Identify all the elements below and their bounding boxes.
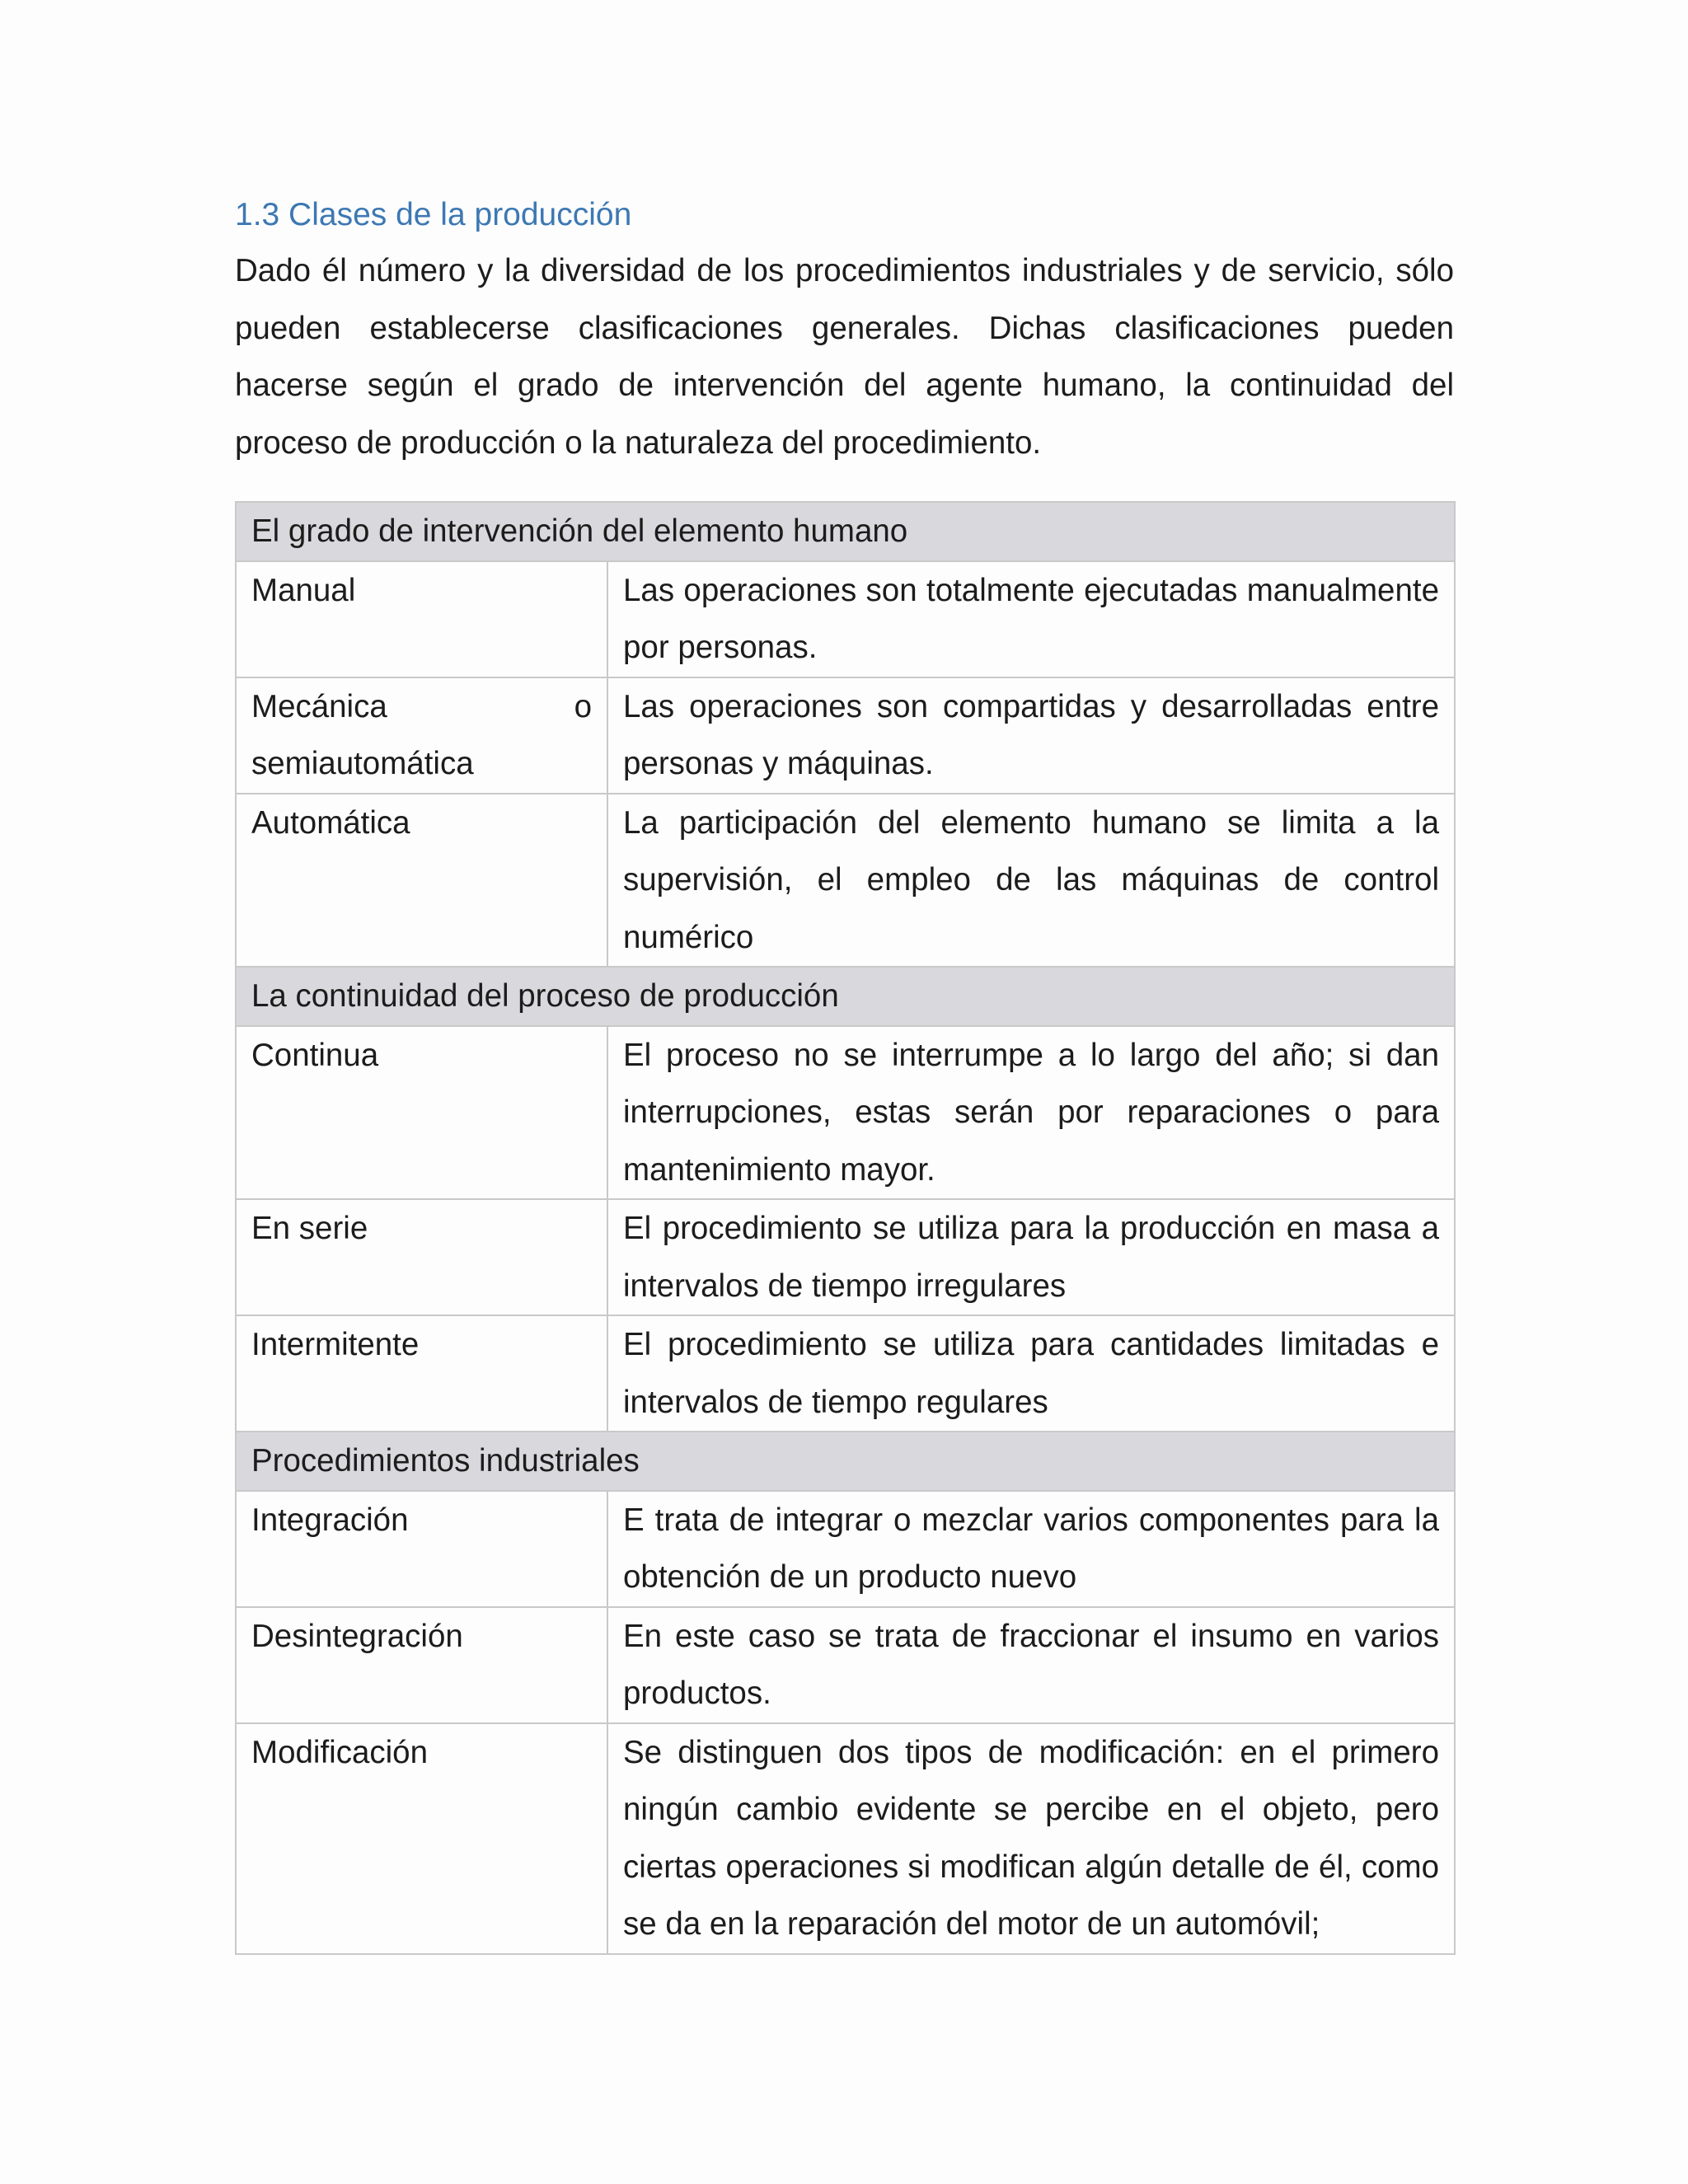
description-cell: Las operaciones son totalmente ejecutadas manualmente por personas.: [607, 561, 1455, 677]
term-cell: Automática: [236, 794, 607, 968]
description-cell: El proceso no se interrumpe a lo largo del año; si dan interrupciones, estas serán por reparaciones o para mantenimiento mayor.: [607, 1026, 1455, 1200]
term-cell: Integración: [236, 1491, 607, 1607]
description-cell: E trata de integrar o mezclar varios componentes para la obtención de un producto nuevo: [607, 1491, 1455, 1607]
term-line: semiautomática: [251, 746, 474, 781]
group-header-row: [236, 502, 1455, 561]
description-cell: El procedimiento se utiliza para cantidades limitadas e intervalos de tiempo regulares: [607, 1315, 1455, 1432]
description-cell: Las operaciones son compartidas y desarrolladas entre personas y máquinas.: [607, 677, 1455, 794]
group-header-row: [236, 1432, 1455, 1491]
group-heading: El grado de intervención del elemento humano: [236, 502, 1455, 561]
description-cell: En este caso se trata de fraccionar el insumo en varios productos.: [607, 1607, 1455, 1723]
term-cell: Modificación: [236, 1723, 607, 1954]
term-cell: Manual: [236, 561, 607, 677]
group-heading: Procedimientos industriales: [236, 1432, 1455, 1491]
term-line: Mecánica o: [251, 688, 592, 724]
table-row: [236, 1199, 1455, 1315]
term-cell: Desintegración: [236, 1607, 607, 1723]
table-row: [236, 561, 1455, 677]
term-cell: [236, 677, 607, 794]
group-heading: La continuidad del proceso de producción: [236, 967, 1455, 1026]
description-cell: La participación del elemento humano se limita a la supervisión, el empleo de las máquinas de control numérico: [607, 794, 1455, 968]
table-row: [236, 1315, 1455, 1432]
production-classes-table: [235, 501, 1456, 1955]
table-row: [236, 1491, 1455, 1607]
document-page: [235, 188, 1454, 1955]
description-cell: El procedimiento se utiliza para la producción en masa a intervalos de tiempo irregulares: [607, 1199, 1455, 1315]
term-cell: Intermitente: [236, 1315, 607, 1432]
description-cell: Se distinguen dos tipos de modificación: en el primero ningún cambio evidente se percibe en el objeto, pero ciertas operaciones si modifican algún detalle de él, como se da en la reparación del motor de un automóvil;: [607, 1723, 1455, 1954]
term-cell: En serie: [236, 1199, 607, 1315]
group-header-row: [236, 967, 1455, 1026]
table-row: [236, 1723, 1455, 1954]
table-row: [236, 677, 1455, 794]
section-title: 1.3 Clases de la producción: [235, 197, 632, 232]
intro-paragraph: Dado él número y la diversidad de los procedimientos industriales y de servicio, sólo pueden establecerse clasificaciones generales. Dichas clasificaciones pueden hacerse según el grado de intervención del agente humano, la continuidad del proceso de producción o la naturaleza del procedimiento.: [235, 253, 1454, 461]
table-row: [236, 1607, 1455, 1723]
table-row: [236, 1026, 1455, 1200]
term-cell: Continua: [236, 1026, 607, 1200]
table-row: [236, 794, 1455, 968]
